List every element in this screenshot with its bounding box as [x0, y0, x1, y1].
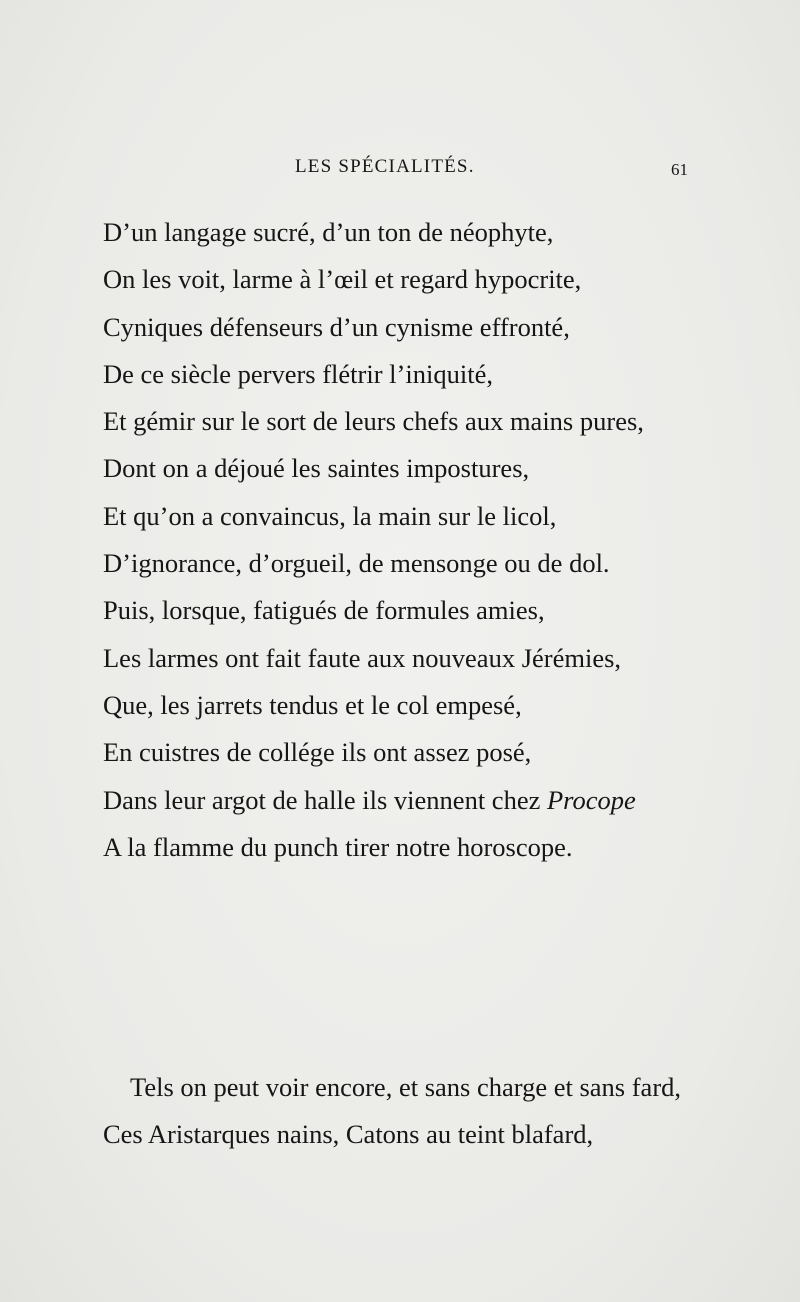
verse-line: Et qu’on a convaincus, la main sur le licol, — [103, 500, 557, 531]
italic-name-procope: Procope — [546, 784, 636, 815]
verse-line: Les larmes ont fait faute aux nouveaux Jérémies, — [103, 642, 622, 673]
verse-line: Ces Aristarques nains, Catons au teint blafard, — [103, 1119, 594, 1150]
verse-line: Cyniques défenseurs d’un cynisme effronté, — [103, 311, 570, 342]
verse-line: A la flamme du punch tirer notre horoscope. — [103, 831, 573, 862]
page-number: 61 — [671, 160, 688, 179]
verse-line: En cuistres de collége ils ont assez posé, — [103, 737, 532, 768]
verse-line: Tels on peut voir encore, et sans charge et sans fard, — [130, 1072, 682, 1102]
verse-line — [103, 777, 743, 824]
verse-line: D’ignorance, d’orgueil, de mensonge ou de dol. — [103, 548, 610, 579]
verse-line: Dont on a déjoué les saintes impostures, — [103, 453, 530, 484]
verse-line: Que, les jarrets tendus et le col empesé, — [103, 689, 522, 720]
page-header — [0, 156, 800, 186]
poem-stanza-1 — [103, 209, 743, 871]
verse-line: D’un langage sucré, d’un ton de néophyte, — [103, 217, 554, 247]
verse-line: On les voit, larme à l’œil et regard hypocrite, — [103, 264, 582, 295]
running-title: LES SPÉCIALITÉS. — [295, 156, 475, 177]
verse-line: Et gémir sur le sort de leurs chefs aux mains pures, — [103, 406, 644, 437]
verse-line: De ce siècle pervers flétrir l’iniquité, — [103, 358, 493, 389]
verse-line: Puis, lorsque, fatigués de formules amies, — [103, 595, 545, 626]
poem-stanza-2 — [103, 1064, 743, 1159]
verse-text: Dans leur argot de halle ils viennent chez — [103, 784, 541, 815]
